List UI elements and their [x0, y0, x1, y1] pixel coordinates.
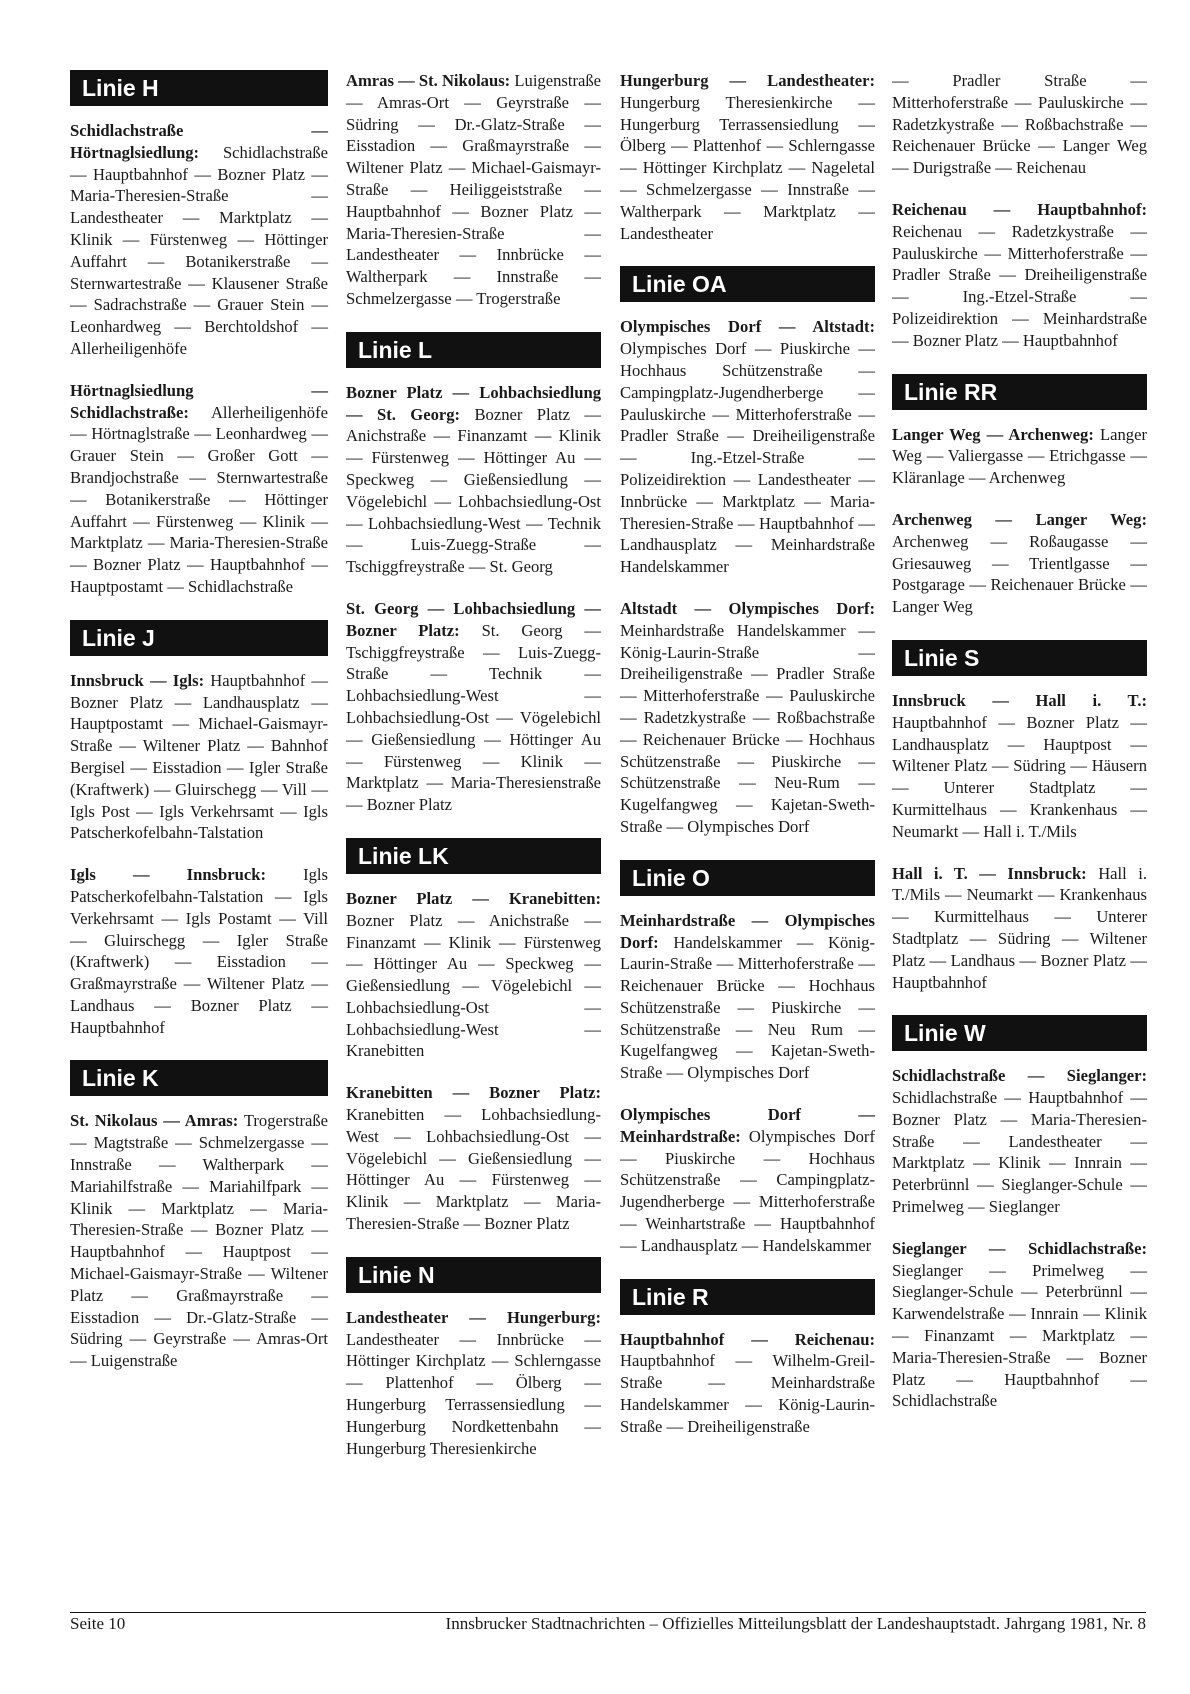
line-heading: Linie L — [346, 332, 601, 368]
route-stops: Bozner Platz — Anichstraße — Finanzamt — Klinik — Fürstenweg — Höttinger Au — Speckweg — Gießensiedlung — Vögelebichl — Lohbachsiedlung-Ost — Lohbachsiedlung-West — Kranebitten — [346, 910, 601, 1061]
route-title: Altstadt — Olympisches Dorf: — [620, 598, 875, 618]
route-stops: Hall i. T./Mils — Neumarkt — Krankenhaus — Kurmittelhaus — Unterer Stadtplatz — Südring — Wiltener Platz — Landhaus — Bozner Platz — Hauptbahnhof — [892, 863, 1147, 992]
route-title: Igls — Innsbruck: — [70, 865, 266, 885]
route-description — [892, 199, 1147, 352]
footer-divider — [70, 1612, 1146, 1613]
route-description — [892, 863, 1147, 994]
route-title: Hauptbahnhof — Reichenau: — [620, 1329, 875, 1349]
line-heading: Linie W — [892, 1015, 1147, 1051]
route-title: Hörtnaglsiedlung — Schidlachstraße: — [70, 380, 328, 422]
route-description — [620, 70, 875, 244]
route-title: Hall i. T. — Innsbruck: — [892, 863, 1087, 883]
route-description — [70, 1110, 328, 1372]
column-3 — [620, 70, 875, 1458]
route-title: Hungerburg — Landestheater: — [620, 71, 875, 90]
route-title: Schidlachstraße — Sieglanger: — [892, 1066, 1147, 1086]
route-description — [70, 864, 328, 1038]
line-heading: Linie LK — [346, 838, 601, 874]
route-stops: Archenweg — Roßaugasse — Griesauweg — Trientlgasse — Postgarage — Reichenauer Brücke — Langer Weg — [892, 531, 1147, 617]
publication-line: Innsbrucker Stadtnachrichten – Offizielles Mitteilungsblatt der Landeshauptstadt. Jahrgang 1981, Nr. 8 — [445, 1614, 1146, 1633]
route-title: Sieglanger — Schidlachstraße: — [892, 1238, 1147, 1258]
route-stops: Schidlachstraße — Hauptbahnhof — Bozner Platz — Maria-Theresien-Straße — Landestheater — Marktplatz — Klinik — Fürstenweg — Höttinger Auffahrt — Botanikerstraße — Sternwartestraße — Klausener Straße — Sadrachstraße — Grauer Stein — Leonhardweg — Berchtoldshof — Allerheiligenhöfe — [70, 142, 328, 358]
route-stops: Handelskammer — König-Laurin-Straße — Mitterhoferstraße — Reichenauer Brücke — Hochhaus Schützenstraße — Piuskirche — Schützenstraße — Neu Rum — Kugelfangweg — Kajetan-Sweth-Straße — Olympisches Dorf — [620, 932, 875, 1083]
route-description — [892, 509, 1147, 618]
line-heading: Linie N — [346, 1257, 601, 1293]
line-heading: Linie K — [70, 1060, 328, 1096]
route-stops: Langer Weg — Valiergasse — Etrichgasse — Kläranlage — Archenweg — [892, 424, 1147, 488]
route-title: Kranebitten — Bozner Platz: — [346, 1083, 601, 1103]
route-stops: Kranebitten — Lohbachsiedlung-West — Lohbachsiedlung-Ost — Vögelebichl — Gießensiedlung — Höttinger Au — Fürstenweg — Klinik — Marktplatz — Maria-Theresien-Straße — Bozner Platz — [346, 1105, 601, 1234]
route-title: Langer Weg — Archenweg: — [892, 424, 1094, 444]
route-description — [892, 70, 1147, 179]
route-description — [892, 424, 1147, 489]
route-stops: Hauptbahnhof — Wilhelm-Greil-Straße — Meinhardstraße Handelskammer — König-Laurin-Straße — Dreiheiligenstraße — [620, 1351, 875, 1436]
route-stops: — Pradler Straße — Mitterhoferstraße — Pauluskirche — Radetzkystraße — Roßbachstraße — Reichenauer Brücke — Langer Weg — Durigstraße — Reichenau — [892, 71, 1147, 178]
route-title: Bozner Platz — Kranebitten: — [346, 888, 601, 908]
route-title: Olympisches Dorf — Meinhardstraße: — [620, 1105, 875, 1146]
route-stops: Hauptbahnhof — Bozner Platz — Landhausplatz — Hauptpostamt — Michael-Gaismayr-Straße — Wiltener Platz — Bahnhof Bergisel — Eisstadion — Igler Straße (Kraftwerk) — Gluirschegg — Vill — Igls Post — Igls Verkehrsamt — Igls Patscherkofelbahn-Talstation — [70, 670, 329, 843]
route-stops: Hungerburg Theresienkirche — Hungerburg Terrassensiedlung — Ölberg — Plattenhof — Schlerngasse — Höttinger Kirchplatz — Nageletal — Schmelzergasse — Innstraße — Waltherpark — Marktplatz — Landestheater — [620, 92, 875, 243]
route-description — [346, 888, 601, 1062]
page-footer — [70, 1614, 1146, 1634]
line-heading: Linie OA — [620, 266, 875, 302]
column-2 — [346, 70, 601, 1479]
route-title: Reichenau — Hauptbahnhof: — [892, 199, 1147, 219]
route-description — [346, 70, 601, 310]
route-stops: Bozner Platz — Anichstraße — Finanzamt — Klinik — Fürstenweg — Höttinger Au — Speckweg — Gießensiedlung — Vögelebichl — Lohbachsiedlung-Ost — Lohbachsiedlung-West — Technik — Luis-Zuegg-Straße — Tschiggfreystraße — St. Georg — [346, 404, 601, 577]
route-stops: Hauptbahnhof — Bozner Platz — Landhausplatz — Hauptpost — Wiltener Platz — Südring — Häusern — Unterer Stadtplatz — Kurmittelhaus — Krankenhaus — Neumarkt — Hall i. T./Mils — [892, 712, 1147, 841]
route-description — [620, 598, 875, 838]
route-description — [620, 316, 875, 578]
route-description — [346, 1307, 601, 1460]
route-title: Meinhardstraße — Olympisches Dorf: — [620, 910, 875, 952]
line-heading: Linie S — [892, 640, 1147, 676]
route-stops: Schidlachstraße — Hauptbahnhof — Bozner Platz — Maria-Theresien-Straße — Landestheater — Marktplatz — Klinik — Innrain — Peterbrünnl — Sieglanger-Schule — Primelweg — Sieglanger — [892, 1088, 1147, 1217]
route-description — [346, 382, 601, 578]
line-heading: Linie O — [620, 860, 875, 896]
route-title: Bozner Platz — Lohbachsiedlung — St. Georg: — [346, 382, 601, 424]
route-stops: St. Georg — Tschiggfreystraße — Luis-Zuegg-Straße — Technik — Lohbachsiedlung-West — Lohbachsiedlung-Ost — Vögelebichl — Gießensiedlung — Höttinger Au — Fürstenweg — Klinik — Marktplatz — Maria-Theresienstraße — Bozner Platz — [346, 620, 602, 815]
route-description — [70, 120, 328, 360]
route-title: Archenweg — Langer Weg: — [892, 509, 1147, 529]
route-description — [620, 910, 875, 1084]
route-stops: Trogerstraße — Magtstraße — Schmelzergasse — Innstraße — Waltherpark — Mariahilfstraße — Mariahilfpark — Klinik — Marktplatz — Maria-Theresien-Straße — Bozner Platz — Hauptbahnhof — Hauptpost — Michael-Gaismayr-Straße — Wiltener Platz — Graßmayrstraße — Eisstadion — Dr.-Glatz-Straße — Südring — Geyrstraße — Amras-Ort — Luigenstraße — [70, 1111, 328, 1371]
route-stops: Olympisches Dorf — Piuskirche — Hochhaus Schützenstraße — Campingplatz-Jugendherberge — Pauluskirche — Mitterhoferstraße — Pradler Straße — Dreiheiligenstraße — Ing.-Etzel-Straße — Polizeidirektion — Landestheater — Innbrücke — Marktplatz — Maria-Theresien-Straße — Hauptbahnhof — Landhausplatz — Meinhardstraße Handelskammer — [620, 339, 875, 577]
route-description — [70, 670, 328, 844]
route-title: Innsbruck — Igls: — [70, 670, 205, 690]
route-stops: Igls Patscherkofelbahn-Talstation — Igls Verkehrsamt — Igls Postamt — Vill — Gluirschegg — Igler Straße (Kraftwerk) — Eisstadion — Graßmayrstraße — Wiltener Platz — Landhaus — Bozner Platz — Hauptbahnhof — [70, 865, 328, 1037]
route-title: Amras — St. Nikolaus: — [346, 71, 511, 90]
line-heading: Linie RR — [892, 374, 1147, 410]
route-title: St. Georg — Lohbachsiedlung — Bozner Platz: — [346, 598, 601, 640]
route-title: Olympisches Dorf — Altstadt: — [620, 317, 875, 337]
route-description — [892, 1065, 1147, 1218]
route-description — [620, 1329, 875, 1438]
page-number: Seite 10 — [70, 1614, 126, 1633]
line-heading: Linie H — [70, 70, 328, 106]
route-title: St. Nikolaus — Amras: — [70, 1111, 239, 1131]
route-stops: Landestheater — Innbrücke — Höttinger Kirchplatz — Schlerngasse — Plattenhof — Ölberg — Hungerburg Terrassensiedlung — Hungerburg Nordkettenbahn — Hungerburg Theresienkirche — [346, 1329, 601, 1458]
line-heading: Linie R — [620, 1279, 875, 1315]
route-title: Landestheater — Hungerburg: — [346, 1307, 601, 1327]
route-stops: Meinhardstraße Handelskammer — König-Laurin-Straße — Dreiheiligenstraße — Pradler Straße — Mitterhoferstraße — Pauluskirche — Radetzkystraße — Roßbachstraße — Reichenauer Brücke — Hochhaus Schützenstraße — Piuskirche — Schützenstraße — Neu-Rum — Kugelfangweg — Kajetan-Sweth-Straße — Olympisches Dorf — [620, 620, 875, 836]
route-description — [346, 598, 601, 816]
route-description — [892, 690, 1147, 843]
column-4 — [892, 70, 1147, 1432]
route-stops: Luigenstraße — Amras-Ort — Geyrstraße — Südring — Dr.-Glatz-Straße — Eisstadion — Graßmayrstraße — Wiltener Platz — Michael-Gaismayr-Straße — Heiliggeiststraße — Hauptbahnhof — Bozner Platz — Maria-Theresien-Straße — Landestheater — Innbrücke — Waltherpark — Innstraße — Schmelzergasse — Trogerstraße — [346, 71, 602, 308]
route-description — [892, 1238, 1147, 1412]
route-stops: Olympisches Dorf — Piuskirche — Hochhaus Schützenstraße — Campingplatz-Jugendherberge — Mitterhoferstraße — Weinhartstraße — Hauptbahnhof — Landhausplatz — Handelskammer — [620, 1126, 875, 1255]
line-heading: Linie J — [70, 620, 328, 656]
column-1 — [70, 70, 328, 1392]
route-stops: Allerheiligenhöfe — Hörtnaglstraße — Leonhardweg — Grauer Stein — Großer Gott — Brandjochstraße — Sternwartestraße — Botanikerstraße — Höttinger Auffahrt — Fürstenweg — Klinik — Marktplatz — Maria-Theresien-Straße — Bozner Platz — Hauptbahnhof — Hauptpostamt — Schidlachstraße — [70, 402, 328, 596]
route-stops: Sieglanger — Primelweg — Sieglanger-Schule — Peterbrünnl — Karwendelstraße — Innrain — Klinik — Finanzamt — Marktplatz — Maria-Theresien-Straße — Bozner Platz — Hauptbahnhof — Schidlachstraße — [892, 1260, 1147, 1411]
route-title: Schidlachstraße — Hörtnaglsiedlung: — [70, 121, 328, 162]
route-description — [346, 1082, 601, 1235]
route-description — [70, 380, 328, 598]
route-description — [620, 1104, 875, 1257]
route-title: Innsbruck — Hall i. T.: — [892, 690, 1147, 710]
route-stops: Reichenau — Radetzkystraße — Pauluskirche — Mitterhoferstraße — Pradler Straße — Dreiheiligenstraße — Ing.-Etzel-Straße — Polizeidirektion — Meinhardstraße — Bozner Platz — Hauptbahnhof — [892, 221, 1147, 350]
